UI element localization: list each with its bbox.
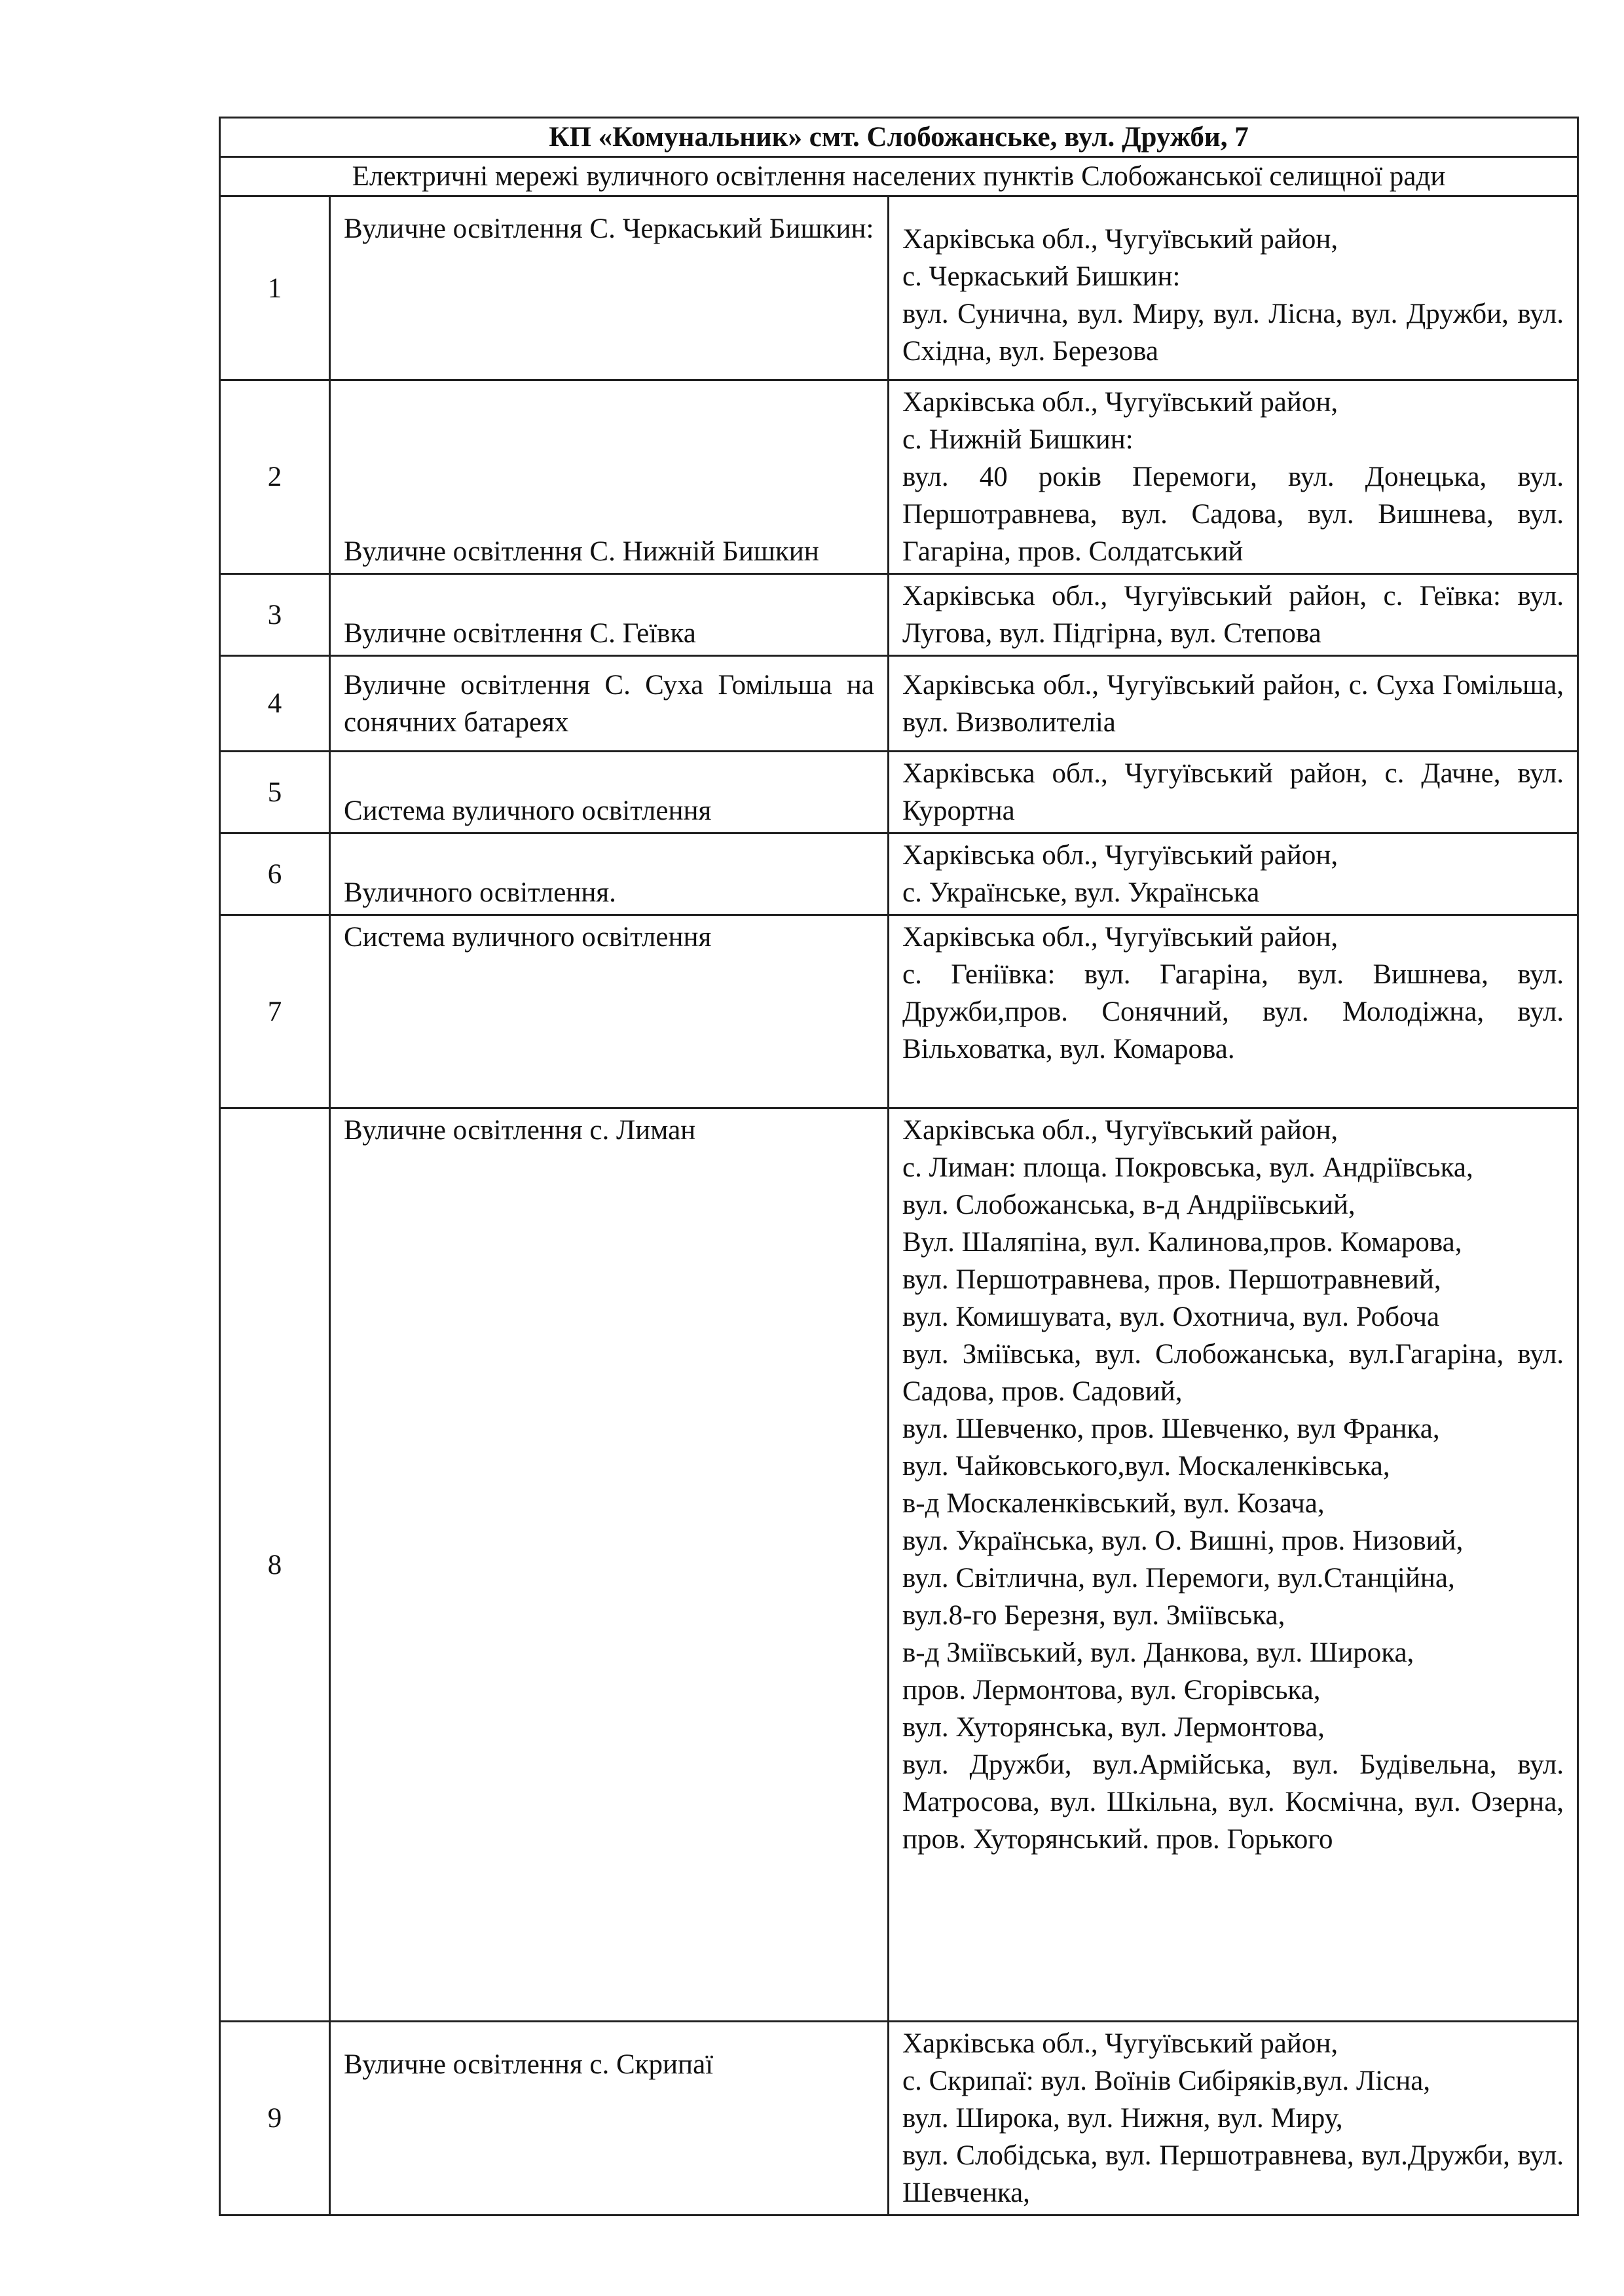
address-line: вул. Чайковського,вул. Москаленківська, xyxy=(902,1451,1390,1482)
address-line: с. Українське, вул. Українська xyxy=(902,877,1260,908)
row-number: 1 xyxy=(220,196,330,380)
row-name: Система вуличного освітлення xyxy=(330,752,889,833)
address-line: Харківська обл., Чугуївський район, xyxy=(902,1115,1338,1146)
table-subtitle: Електричні мережі вуличного освітлення населених пунктів Слобожанської селищної ради xyxy=(220,157,1578,196)
row-name: Вуличне освітлення С. Геївка xyxy=(330,574,889,656)
address-line: пров. Лермонтова, вул. Єгорівська, xyxy=(902,1675,1321,1705)
address-line: вул. Дружби, вул.Армійська, вул. Будівельна, вул. Матросова, вул. Шкільна, вул. Космічна, вул. Озерна, пров. Хуторянський. пров. Горького xyxy=(902,1749,1564,1855)
row-address xyxy=(889,833,1578,915)
address-line: в-д Зміївський, вул. Данкова, вул. Широка, xyxy=(902,1637,1414,1668)
address-line: вул. Слобідська, вул. Першотравнева, вул.Дружби, вул. Шевченка, xyxy=(902,2140,1564,2208)
address-line: вул. Хуторянська, вул. Лермонтова, xyxy=(902,1712,1325,1743)
address-line: в-д Москаленківський, вул. Козача, xyxy=(902,1488,1325,1519)
address-line: с. Черкаський Бишкин: xyxy=(902,261,1181,292)
address-line: Харківська обл., Чугуївський район, с. Суха Гомільша, вул. Визволителіа xyxy=(902,669,1564,738)
row-address xyxy=(889,380,1578,574)
address-line: вул. Українська, вул. О. Вишні, пров. Низовий, xyxy=(902,1525,1464,1556)
row-address xyxy=(889,656,1578,752)
row-number: 7 xyxy=(220,915,330,1108)
table-header-row xyxy=(220,118,1578,157)
row-number: 4 xyxy=(220,656,330,752)
row-name: Вуличного освітлення. xyxy=(330,833,889,915)
address-line: с. Нижній Бишкин: xyxy=(902,424,1134,455)
address-line: Харківська обл., Чугуївський район, xyxy=(902,2028,1338,2059)
address-line: Вул. Шаляпіна, вул. Калинова,пров. Комарова, xyxy=(902,1227,1462,1258)
address-line: с. Лиман: площа. Покровська, вул. Андріївська, xyxy=(902,1152,1473,1183)
row-number: 5 xyxy=(220,752,330,833)
row-number: 3 xyxy=(220,574,330,656)
row-number: 2 xyxy=(220,380,330,574)
address-line: Харківська обл., Чугуївський район, xyxy=(902,224,1338,255)
streetlight-table xyxy=(219,117,1579,2216)
address-line: вул. Першотравнева, пров. Першотравневий, xyxy=(902,1264,1441,1295)
table-row xyxy=(220,1108,1578,2022)
address-line: вул. 40 років Перемоги, вул. Донецька, вул. Першотравнева, вул. Садова, вул. Вишнева, вул. Гагаріна, пров. Солдатський xyxy=(902,462,1564,567)
row-name: Система вуличного освітлення xyxy=(330,915,889,1108)
row-name: Вуличне освітлення с. Скрипаї xyxy=(330,2022,889,2215)
row-address xyxy=(889,574,1578,656)
address-line: вул. Шевченко, пров. Шевченко, вул Франка, xyxy=(902,1413,1440,1444)
address-line: Харківська обл., Чугуївський район, xyxy=(902,840,1338,871)
address-line: вул. Світлична, вул. Перемоги, вул.Станційна, xyxy=(902,1563,1455,1594)
address-line: вул. Широка, вул. Нижня, вул. Миру, xyxy=(902,2103,1343,2134)
address-line: вул. Комишувата, вул. Охотнича, вул. Робоча xyxy=(902,1302,1440,1332)
row-number: 9 xyxy=(220,2022,330,2215)
row-number: 6 xyxy=(220,833,330,915)
address-line: вул. Слобожанська, в-д Андріївський, xyxy=(902,1190,1356,1220)
address-line: с. Геніївка: вул. Гагаріна, вул. Вишнева, вул. Дружби,пров. Сонячний, вул. Молодіжна, вул. Вільховатка, вул. Комарова. xyxy=(902,959,1564,1065)
row-number: 8 xyxy=(220,1108,330,2022)
table-row xyxy=(220,915,1578,1108)
row-address xyxy=(889,2022,1578,2215)
row-name: Вуличне освітлення С. Нижній Бишкин xyxy=(330,380,889,574)
row-name: Вуличне освітлення С. Черкаський Бишкин: xyxy=(330,196,889,380)
address-line: вул. Зміївська, вул. Слобожанська, вул.Гагаріна, вул. Садова, пров. Садовий, xyxy=(902,1339,1564,1407)
address-line: Харківська обл., Чугуївський район, xyxy=(902,922,1338,953)
table-row xyxy=(220,833,1578,915)
table-row xyxy=(220,752,1578,833)
row-address xyxy=(889,1108,1578,2022)
organization-header: КП «Комунальник» смт. Слобожанське, вул. Дружби, 7 xyxy=(220,118,1578,157)
table-row xyxy=(220,574,1578,656)
table-row xyxy=(220,196,1578,380)
address-line: вул. Сунична, вул. Миру, вул. Лісна, вул. Дружби, вул. Східна, вул. Березова xyxy=(902,299,1564,367)
table-row xyxy=(220,2022,1578,2215)
address-line: вул.8-го Березня, вул. Зміївська, xyxy=(902,1600,1285,1631)
address-line: с. Скрипаї: вул. Воїнів Сибіряків,вул. Лісна, xyxy=(902,2066,1431,2096)
table-subtitle-row xyxy=(220,157,1578,196)
row-name: Вуличне освітлення С. Суха Гомільша на сонячних батареях xyxy=(330,656,889,752)
row-address xyxy=(889,752,1578,833)
address-line: Харківська обл., Чугуївський район, с. Дачне, вул. Курортна xyxy=(902,758,1564,826)
address-line: Харківська обл., Чугуївський район, с. Геївка: вул. Лугова, вул. Підгірна, вул. Степова xyxy=(902,581,1564,649)
row-address xyxy=(889,196,1578,380)
table-row xyxy=(220,380,1578,574)
row-name: Вуличне освітлення с. Лиман xyxy=(330,1108,889,2022)
row-address xyxy=(889,915,1578,1108)
table-row xyxy=(220,656,1578,752)
address-line: Харківська обл., Чугуївський район, xyxy=(902,387,1338,418)
